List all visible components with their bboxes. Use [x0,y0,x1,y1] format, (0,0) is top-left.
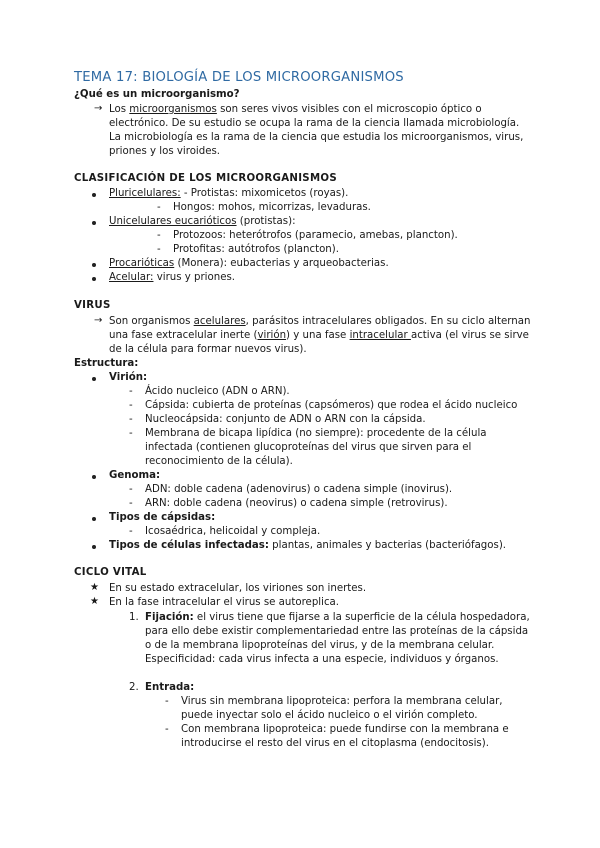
virion-heading: Virión: [109,372,148,383]
list-item-procarioticas: Procarióticas (Monera): eubacterias y arqueobacterias. [109,258,389,269]
fijacion-line-3: o de la membrana lipoproteínas del virus, y de la membrana celular. [145,640,495,651]
section-heading-clasificacion: CLASIFICACIÓN DE LOS MICROORGANISMOS [74,173,337,184]
dash-icon: - [129,386,133,397]
dash-icon: - [129,400,133,411]
intro-line-2: electrónico. De su estudio se ocupa la rama de la ciencia llamada microbiología. [109,118,520,129]
estructura-heading: Estructura: [74,358,139,369]
entrada-item-2a: Con membrana lipoproteica: puede fundirse con la membrana e [181,724,509,735]
celulas-infectadas-item: Tipos de células infectadas: plantas, animales y bacterias (bacteriófagos). [109,540,507,551]
list-item-hongos: Hongos: mohos, micorrizas, levaduras. [173,202,371,213]
list-item-pluricelulares: Pluricelulares: - Protistas: mixomicetos (royas). [109,188,349,199]
dash-icon: - [165,724,169,735]
step-number-1: 1. [129,612,139,623]
dash-icon: - [129,414,133,425]
intro-line-1: Los microorganismos son seres vivos visibles con el microscopio óptico o [109,104,482,115]
intro-line-4: priones y los viroides. [109,146,221,157]
fijacion-line-2: para ello debe existir complementariedad entre las proteínas de la cápsida [145,626,529,637]
intro-line-3: La microbiología es la rama de la ciencia que estudia los microorganismos, virus, [109,132,524,143]
bullet-icon [92,545,96,549]
capsidas-item-1: Icosaédrica, helicoidal y compleja. [145,526,321,537]
virion-item-1: Ácido nucleico (ADN o ARN). [145,386,290,397]
dash-icon: - [157,230,161,241]
star-icon: ★ [90,596,99,607]
bullet-icon [92,517,96,521]
list-item-protofitas: Protofitas: autótrofos (plancton). [173,244,339,255]
entrada-item-1b: puede inyectar solo el ácido nucleico o el virión completo. [181,710,478,721]
genoma-item-2: ARN: doble cadena (neovirus) o cadena simple (retrovirus). [145,498,448,509]
fijacion-line-4: Especificidad: cada virus infecta a una especie, individuos y órganos. [145,654,499,665]
bullet-icon [92,277,96,281]
ciclo-item-2: En la fase intracelular el virus se autoreplica. [109,597,340,608]
dash-icon: - [129,498,133,509]
arrow-icon: → [94,103,103,114]
virion-item-3: Nucleocápsida: conjunto de ADN o ARN con la cápsida. [145,414,426,425]
page-title: TEMA 17: BIOLOGÍA DE LOS MICROORGANISMOS [74,70,404,85]
entrada-item-2b: introducirse el resto del virus en el citoplasma (endocitosis). [181,738,489,749]
fijacion-line-1: Fijación: el virus tiene que fijarse a la superficie de la célula hospedadora, [145,612,530,623]
list-item-unicelulares: Unicelulares eucarióticos (protistas): [109,216,296,227]
virus-line-1: Son organismos acelulares, parásitos intracelulares obligados. En su ciclo alternan [109,316,531,327]
dash-icon: - [129,526,133,537]
virion-item-2: Cápsida: cubierta de proteínas (capsómeros) que rodea el ácido nucleico [145,400,518,411]
virion-item-4c: reconocimiento de la célula). [145,456,293,467]
dash-icon: - [157,244,161,255]
step-number-2: 2. [129,682,139,693]
virion-item-4a: Membrana de bicapa lipídica (no siempre): procedente de la célula [145,428,487,439]
dash-icon: - [129,484,133,495]
genoma-heading: Genoma: [109,470,161,481]
bullet-icon [92,193,96,197]
capsidas-heading: Tipos de cápsidas: [109,512,216,523]
arrow-icon: → [94,315,103,326]
virion-item-4b: infectada (contienen glucoproteínas del virus que sirven para el [145,442,472,453]
bullet-icon [92,377,96,381]
ciclo-item-1: En su estado extracelular, los viriones son inertes. [109,583,367,594]
list-item-protozoos: Protozoos: heterótrofos (paramecio, amebas, plancton). [173,230,458,241]
dash-icon: - [165,696,169,707]
dash-icon: - [129,428,133,439]
question-heading: ¿Qué es un microorganismo? [74,89,240,100]
bullet-icon [92,221,96,225]
entrada-item-1a: Virus sin membrana lipoproteica: perfora la membrana celular, [181,696,503,707]
genoma-item-1: ADN: doble cadena (adenovirus) o cadena simple (inovirus). [145,484,453,495]
entrada-heading: Entrada: [145,682,195,693]
virus-line-2: una fase extracelular inerte (virión) y una fase intracelular activa (el virus se sirve [109,330,529,341]
bullet-icon [92,263,96,267]
virus-line-3: de la célula para formar nuevos virus). [109,344,307,355]
list-item-acelular: Acelular: virus y priones. [109,272,236,283]
section-heading-virus: VIRUS [74,300,111,311]
section-heading-ciclo-vital: CICLO VITAL [74,567,147,578]
star-icon: ★ [90,582,99,593]
dash-icon: - [157,202,161,213]
bullet-icon [92,475,96,479]
